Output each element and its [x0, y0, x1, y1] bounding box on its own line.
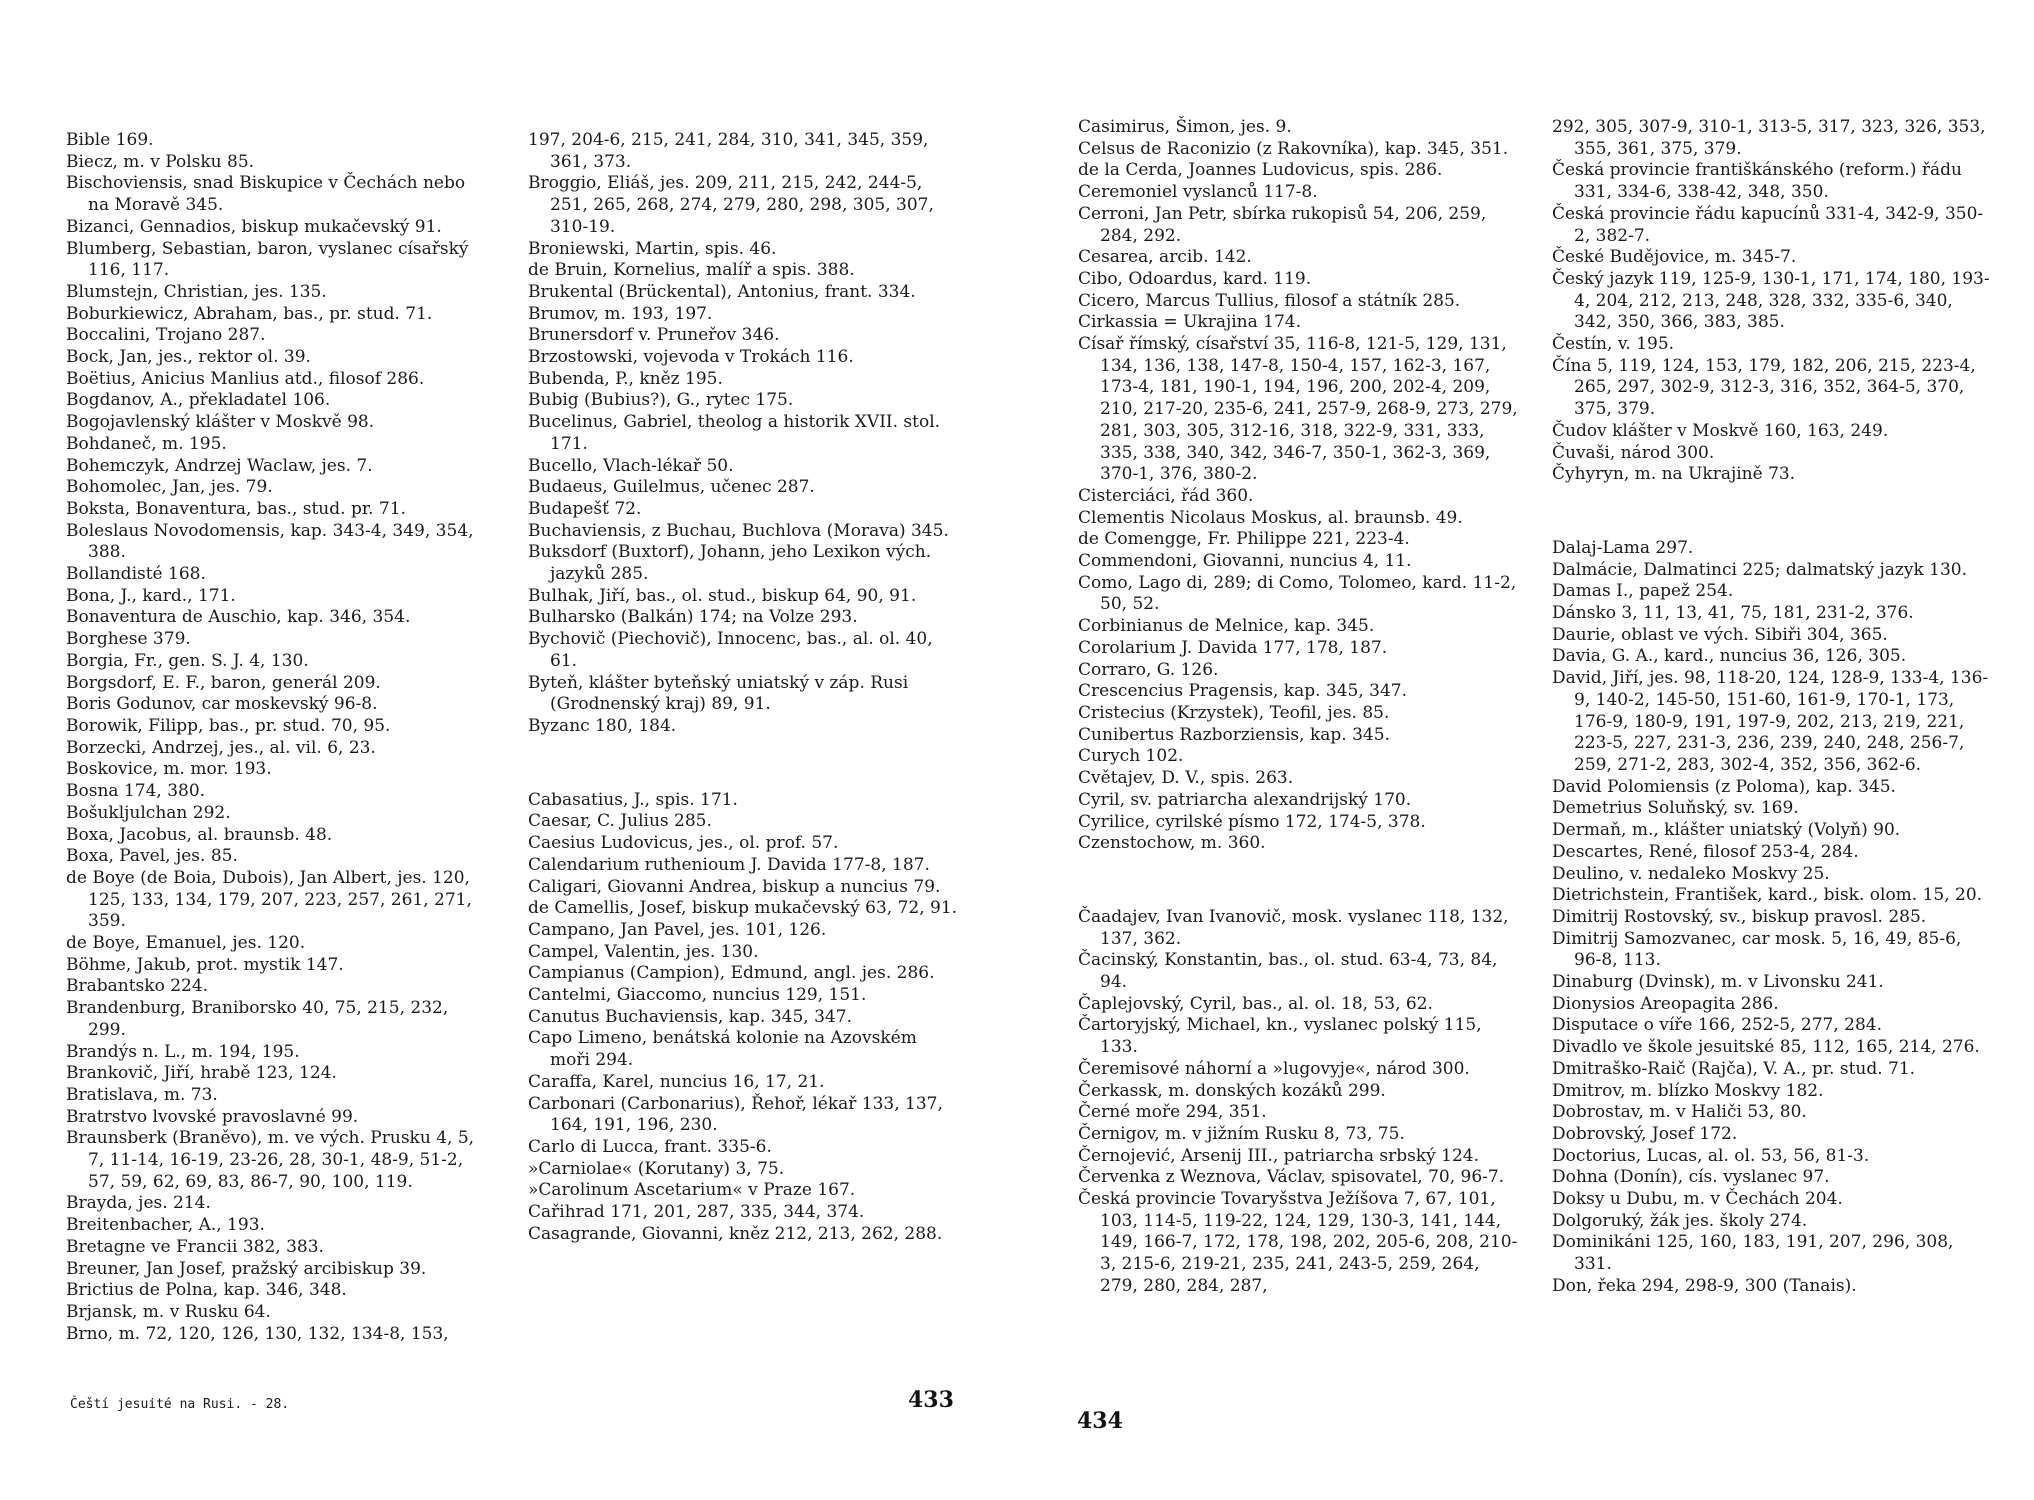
index-entry: Bychovič (Piechovič), Innocenc, bas., al. ol. 40, 61. [528, 629, 933, 671]
index-entry: Červenka z Weznova, Václav, spisovatel, 70, 96-7. [1078, 1167, 1505, 1188]
index-column-2 [528, 130, 960, 1245]
index-entry: Don, řeka 294, 298-9, 300 (Tanais). [1552, 1275, 1857, 1296]
index-entry: Boleslaus Novodomensis, kap. 343-4, 349, 354, 388. [66, 520, 474, 563]
index-entry: Byteň, klášter byteňský uniatský v záp. Rusi (Grodnenský kraj) 89, 91. [528, 672, 909, 715]
index-entry: Boxa, Pavel, jes. 85. [66, 846, 238, 867]
index-entry: Brayda, jes. 214. [66, 1193, 211, 1214]
index-entry: Bogdanov, A., překladatel 106. [66, 390, 331, 411]
index-entry: Cristecius (Krzystek), Teofil, jes. 85. [1078, 702, 1390, 723]
index-entry: Císař římský, císařství 35, 116-8, 121-5, 129, 131, 134, 136, 138, 147-8, 150-4, 157, 162-3, 167, 173-4, 181, 190-1, 194, 196, 200, 202-4, 209, 210, 217-20, 235-6, 241, 257-9, 268-9, 273, 279, 281, 303, 305, 312-16, 318, 322-9, 331, 333, 335, 338, 340, 342, 346-7, 350-1, 362-3, 369, 370-1, 376, 380-2. [1078, 334, 1518, 485]
index-entry: Čuvaši, národ 300. [1552, 442, 1715, 463]
index-entry: Bohomolec, Jan, jes. 79. [66, 477, 273, 498]
index-entry: Blumstejn, Christian, jes. 135. [66, 281, 327, 302]
index-entry: Cantelmi, Giaccomo, nuncius 129, 151. [528, 985, 867, 1006]
index-entry: Čaadajev, Ivan Ivanovič, mosk. vyslanec 118, 132, 137, 362. [1078, 906, 1509, 949]
index-entry: Corraro, G. 126. [1078, 659, 1219, 680]
index-entry: Dobrovský, Josef 172. [1552, 1123, 1738, 1144]
index-entry: Černigov, m. v jižním Rusku 8, 73, 75. [1078, 1123, 1405, 1144]
index-entry: Bohemczyk, Andrzej Waclaw, jes. 7. [66, 455, 373, 476]
index-column-1 [66, 130, 491, 1345]
index-entry: Cibo, Odoardus, kard. 119. [1078, 268, 1312, 289]
index-entry: Bible 169. [66, 130, 154, 150]
index-entry: Borgia, Fr., gen. S. J. 4, 130. [66, 650, 309, 671]
index-entry: Böhme, Jakub, prot. mystik 147. [66, 954, 344, 975]
index-entry: Breitenbacher, A., 193. [66, 1215, 265, 1236]
index-entry: Bošukljulchan 292. [66, 802, 231, 823]
index-entry: de Boye, Emanuel, jes. 120. [66, 933, 306, 954]
index-entry: Bubenda, P., kněz 195. [528, 368, 723, 389]
index-entry: Clementis Nicolaus Moskus, al. braunsb. 49. [1078, 507, 1463, 528]
index-entry: 197, 204-6, 215, 241, 284, 310, 341, 345, 359, 361, 373. [528, 130, 929, 172]
index-entry: Bulhak, Jiří, bas., ol. stud., biskup 64, 90, 91. [528, 585, 917, 606]
index-entry: Bratislava, m. 73. [66, 1084, 218, 1105]
index-entry: David, Jiří, jes. 98, 118-20, 124, 128-9, 133-4, 136-9, 140-2, 145-50, 151-60, 161-9, 170-1, 173, 176-9, 180-9, 191, 197-9, 202, 213, 219, 221, 223-5, 227, 231-3, 236, 239, 240, 248, 256-7, 259, 271-2, 283, 302-4, 352, 356, 362-6. [1552, 668, 1989, 775]
index-entry: Borgsdorf, E. F., baron, generál 209. [66, 672, 381, 693]
index-entry: Como, Lago di, 289; di Como, Tolomeo, kard. 11-2, 50, 52. [1078, 572, 1517, 615]
index-entry: Cyril, sv. patriarcha alexandrijský 170. [1078, 789, 1412, 810]
index-entry: Campel, Valentin, jes. 130. [528, 941, 759, 962]
index-entry: Brjansk, m. v Rusku 64. [66, 1301, 271, 1322]
index-entry: »Carniolae« (Korutany) 3, 75. [528, 1158, 785, 1179]
index-entry: Bucello, Vlach-lékař 50. [528, 455, 734, 476]
index-entry: Davia, G. A., kard., nuncius 36, 126, 305. [1552, 646, 1907, 667]
index-entry: Bonaventura de Auschio, kap. 346, 354. [66, 607, 411, 628]
index-entry: Brunersdorf v. Pruneřov 346. [528, 325, 780, 346]
index-entry: Curych 102. [1078, 746, 1184, 767]
index-entry: Dobrostav, m. v Haliči 53, 80. [1552, 1102, 1807, 1123]
index-entry: Dominikáni 125, 160, 183, 191, 207, 296, 308, 331. [1552, 1232, 1954, 1275]
index-entry: Descartes, René, filosof 253-4, 284. [1552, 841, 1859, 862]
index-entry: 292, 305, 307-9, 310-1, 313-5, 317, 323, 326, 353, 355, 361, 375, 379. [1552, 117, 1986, 159]
index-entry: České Budějovice, m. 345-7. [1552, 247, 1797, 268]
index-entry: Boskovice, m. mor. 193. [66, 759, 272, 780]
index-entry: Borowik, Filipp, bas., pr. stud. 70, 95. [66, 715, 391, 736]
footer-note: Čeští jesuité na Rusi. - 28. [70, 1397, 290, 1412]
index-entry: Cabasatius, J., spis. 171. [528, 789, 738, 810]
index-entry: Borghese 379. [66, 629, 191, 650]
index-entry: Čaplejovský, Cyril, bas., al. ol. 18, 53, 62. [1078, 993, 1433, 1014]
index-entry: Boris Godunov, car moskevský 96-8. [66, 694, 378, 715]
index-entry: Corbinianus de Melnice, kap. 345. [1078, 616, 1375, 637]
index-entry: Boxa, Jacobus, al. braunsb. 48. [66, 824, 333, 845]
letter-section-gap [1552, 486, 1994, 538]
page-number-right: 434 [1077, 1408, 1123, 1434]
index-entry: Dimitrij Rostovský, sv., biskup pravosl. 285. [1552, 906, 1927, 927]
index-entry: Dmitraško-Raič (Rajča), V. A., pr. stud. 71. [1552, 1058, 1916, 1079]
index-entry: Cerroni, Jan Petr, sbírka rukopisů 54, 206, 259, 284, 292. [1078, 203, 1487, 246]
index-entry: Capo Limeno, benátská kolonie na Azovském moři 294. [528, 1028, 917, 1071]
index-entry: Bohdaneč, m. 195. [66, 433, 227, 454]
index-entry: Brumov, m. 193, 197. [528, 303, 713, 324]
index-entry: Buchaviensis, z Buchau, Buchlova (Morava) 345. [528, 520, 949, 541]
index-entry: Česká provincie Tovaryšstva Ježíšova 7, 67, 101, 103, 114-5, 119-22, 124, 129, 130-3, 141, 144, 149, 166-7, 172, 178, 198, 202, 205-6, 208, 210-3, 215-6, 219-21, 235, 241, 243-5, 259, 264, 279, 280, 284, 287, [1078, 1189, 1518, 1296]
index-entry: Bosna 174, 380. [66, 781, 206, 802]
index-entry: Budapešť 72. [528, 498, 642, 519]
index-entry: Čestín, v. 195. [1552, 334, 1675, 355]
index-entry: Brno, m. 72, 120, 126, 130, 132, 134-8, 153, [66, 1323, 449, 1344]
page-number-left: 433 [908, 1387, 954, 1413]
index-entry: Brabantsko 224. [66, 976, 209, 997]
index-entry: Bretagne ve Francii 382, 383. [66, 1236, 324, 1257]
index-entry: Dimitrij Samozvanec, car mosk. 5, 16, 49, 85-6, 96-8, 113. [1552, 928, 1962, 971]
index-entry: Dinaburg (Dvinsk), m. v Livonsku 241. [1552, 972, 1884, 993]
index-entry: Čartoryjský, Michael, kn., vyslanec polský 115, 133. [1078, 1015, 1482, 1058]
index-entry: Borzecki, Andrzej, jes., al. vil. 6, 23. [66, 737, 376, 758]
index-entry: Cirkassia = Ukrajina 174. [1078, 312, 1302, 333]
index-entry: Cunibertus Razborziensis, kap. 345. [1078, 724, 1390, 745]
index-entry: Bratrstvo lvovské pravoslavné 99. [66, 1106, 359, 1127]
index-entry: Bogojavlenský klášter v Moskvě 98. [66, 412, 375, 433]
index-entry: Čudov klášter v Moskvě 160, 163, 249. [1552, 420, 1889, 441]
index-entry: Česká provincie řádu kapucínů 331-4, 342-9, 350-2, 382-7. [1552, 203, 1984, 246]
index-entry: Budaeus, Guilelmus, učenec 287. [528, 477, 815, 498]
index-entry: Dietrichstein, František, kard., bisk. olom. 15, 20. [1552, 885, 1983, 906]
index-entry: de Bruin, Kornelius, malíř a spis. 388. [528, 260, 855, 281]
index-entry: David Polomiensis (z Poloma), kap. 345. [1552, 776, 1896, 797]
index-entry: Commendoni, Giovanni, nuncius 4, 11. [1078, 551, 1412, 572]
index-entry: Disputace o víře 166, 252-5, 277, 284. [1552, 1015, 1883, 1036]
index-entry: Bucelinus, Gabriel, theolog a historik XVII. stol. 171. [528, 412, 941, 454]
index-entry: Casimirus, Šimon, jes. 9. [1078, 117, 1292, 137]
index-entry: Cesarea, arcib. 142. [1078, 247, 1252, 268]
index-entry: Cyrilice, cyrilské písmo 172, 174-5, 378. [1078, 811, 1426, 832]
index-entry: Čacinský, Konstantin, bas., ol. stud. 63-4, 73, 84, 94. [1078, 950, 1498, 993]
index-entry: Čína 5, 119, 124, 153, 179, 182, 206, 215, 223-4, 265, 297, 302-9, 312-3, 316, 352, 364-5, 370, 375, 379. [1552, 355, 1976, 420]
index-entry: Bubig (Bubius?), G., rytec 175. [528, 390, 794, 411]
index-entry: Czenstochow, m. 360. [1078, 833, 1266, 854]
letter-section-gap [528, 738, 960, 790]
index-entry: Campianus (Campion), Edmund, angl. jes. 286. [528, 963, 935, 984]
index-entry: Breuner, Jan Josef, pražský arcibiskup 39. [66, 1258, 427, 1279]
index-entry: Bischoviensis, snad Biskupice v Čechách nebo na Moravě 345. [66, 173, 466, 216]
index-entry: Daurie, oblast ve vých. Sibiři 304, 365. [1552, 624, 1888, 645]
index-entry: Brandýs n. L., m. 194, 195. [66, 1041, 300, 1062]
index-entry: Buksdorf (Buxtorf), Johann, jeho Lexikon vých. jazyků 285. [528, 542, 932, 585]
index-entry: Corolarium J. Davida 177, 178, 187. [1078, 637, 1388, 658]
index-entry: Blumberg, Sebastian, baron, vyslanec císařský 116, 117. [66, 238, 469, 281]
index-entry: Canutus Buchaviensis, kap. 345, 347. [528, 1006, 852, 1027]
index-entry: Bona, J., kard., 171. [66, 585, 236, 606]
index-entry: de Boye (de Boia, Dubois), Jan Albert, jes. 120, 125, 133, 134, 179, 207, 223, 257, 261, 271, 359. [66, 867, 472, 932]
index-entry: Carbonari (Carbonarius), Řehoř, lékař 133, 137, 164, 191, 196, 230. [528, 1093, 943, 1136]
index-column-4 [1552, 117, 1994, 1298]
index-entry: Cicero, Marcus Tullius, filosof a státník 285. [1078, 290, 1461, 311]
index-entry: Divadlo ve škole jesuitské 85, 112, 165, 214, 276. [1552, 1037, 1980, 1058]
index-entry: Česká provincie františkánského (reform.) řádu 331, 334-6, 338-42, 348, 350. [1552, 160, 1962, 203]
index-entry: Brictius de Polna, kap. 346, 348. [66, 1280, 347, 1301]
index-entry: Broggio, Eliáš, jes. 209, 211, 215, 242, 244-5, 251, 265, 268, 274, 279, 280, 298, 305, 307, 310-19. [528, 173, 934, 237]
index-entry: Caesar, C. Julius 285. [528, 811, 712, 832]
index-entry: Bizanci, Gennadios, biskup mukačevský 91. [66, 216, 442, 237]
index-entry: Brandenburg, Braniborsko 40, 75, 215, 232, 299. [66, 998, 449, 1040]
index-entry: Ceremoniel vyslanců 117-8. [1078, 182, 1318, 203]
index-entry: Boëtius, Anicius Manlius atd., filosof 286. [66, 368, 425, 389]
index-entry: Caraffa, Karel, nuncius 16, 17, 21. [528, 1071, 825, 1092]
index-entry: Broniewski, Martin, spis. 46. [528, 238, 777, 259]
index-entry: Demetrius Soluňský, sv. 169. [1552, 798, 1799, 819]
letter-section-gap [1078, 855, 1520, 907]
index-entry: Dolgoruký, žák jes. školy 274. [1552, 1210, 1808, 1231]
index-entry: Boccalini, Trojano 287. [66, 325, 266, 346]
index-entry: Caligari, Giovanni Andrea, biskup a nuncius 79. [528, 876, 941, 897]
index-entry: Bollandisté 168. [66, 564, 206, 585]
index-entry: Carlo di Lucca, frant. 335-6. [528, 1136, 772, 1157]
index-entry: Brzostowski, vojevoda v Trokách 116. [528, 347, 854, 368]
index-entry: Cisterciáci, řád 360. [1078, 485, 1254, 506]
index-entry: Čeremisové náhorní a »lugovyje«, národ 300. [1078, 1058, 1470, 1079]
index-entry: Dionysios Areopagita 286. [1552, 993, 1779, 1014]
index-column-3 [1078, 117, 1520, 1298]
index-entry: Brankovič, Jiří, hrabě 123, 124. [66, 1063, 337, 1084]
index-entry: Doksy u Dubu, m. v Čechách 204. [1552, 1189, 1843, 1210]
index-entry: Dohna (Donín), cís. vyslanec 97. [1552, 1167, 1830, 1188]
index-entry: Dalmácie, Dalmatinci 225; dalmatský jazyk 130. [1552, 559, 1967, 580]
index-entry: Biecz, m. v Polsku 85. [66, 151, 255, 172]
index-entry: Braunsberk (Braněvo), m. ve vých. Prusku 4, 5, 7, 11-14, 16-19, 23-26, 28, 30-1, 48-9, 51-2, 57, 59, 62, 69, 83, 86-7, 90, 100, 119. [66, 1128, 475, 1192]
index-entry: Caesius Ludovicus, jes., ol. prof. 57. [528, 833, 839, 854]
index-entry: Boburkiewicz, Abraham, bas., pr. stud. 71. [66, 303, 433, 324]
index-entry: Crescencius Pragensis, kap. 345, 347. [1078, 681, 1408, 702]
index-entry: Cařihrad 171, 201, 287, 335, 344, 374. [528, 1202, 865, 1223]
index-entry: Calendarium rutheniоum J. Davida 177-8, 187. [528, 854, 930, 875]
index-entry: Dánsko 3, 11, 13, 41, 75, 181, 231-2, 376. [1552, 603, 1914, 624]
index-entry: Doctorius, Lucas, al. ol. 53, 56, 81-3. [1552, 1145, 1870, 1166]
index-entry: Dalaj-Lama 297. [1552, 537, 1694, 558]
index-entry: »Carolinum Ascetarium« v Praze 167. [528, 1180, 856, 1201]
index-entry: de Comengge, Fr. Philippe 221, 223-4. [1078, 529, 1410, 550]
index-entry: Čerkassk, m. donských kozáků 299. [1078, 1080, 1386, 1101]
index-entry: Boksta, Bonaventura, bas., stud. pr. 71. [66, 498, 406, 519]
index-entry: Campano, Jan Pavel, jes. 101, 126. [528, 919, 827, 940]
index-entry: Český jazyk 119, 125-9, 130-1, 171, 174, 180, 193-4, 204, 212, 213, 248, 328, 332, 335-6, 340, 342, 350, 366, 383, 385. [1552, 268, 1990, 333]
index-entry: Čyhyryn, m. na Ukrajině 73. [1552, 464, 1796, 485]
index-entry: Dmitrov, m. blízko Moskvy 182. [1552, 1080, 1824, 1101]
index-entry: Černojević, Arsenij III., patriarcha srbský 124. [1078, 1145, 1479, 1166]
index-entry: Damas I., papež 254. [1552, 581, 1734, 602]
index-entry: Černé moře 294, 351. [1078, 1102, 1267, 1123]
index-entry: Bock, Jan, jes., rektor ol. 39. [66, 347, 311, 368]
index-entry: Byzanc 180, 184. [528, 715, 677, 736]
index-entry: Casagrande, Giovanni, kněz 212, 213, 262, 288. [528, 1223, 943, 1244]
index-entry: Bulharsko (Balkán) 174; na Volze 293. [528, 607, 858, 628]
index-entry: Dermaň, m., klášter uniatský (Volyň) 90. [1552, 820, 1901, 841]
index-entry: de Camellis, Josef, biskup mukačevský 63, 72, 91. [528, 898, 958, 919]
index-entry: Celsus de Raconizio (z Rakovníka), kap. 345, 351. [1078, 138, 1509, 159]
index-entry: Brukental (Brückental), Antonius, frant. 334. [528, 281, 916, 302]
index-entry: Cvětajev, D. V., spis. 263. [1078, 768, 1294, 789]
index-entry: de la Cerda, Joannes Ludovicus, spis. 286. [1078, 160, 1443, 181]
index-entry: Deulino, v. nedaleko Moskvy 25. [1552, 863, 1830, 884]
